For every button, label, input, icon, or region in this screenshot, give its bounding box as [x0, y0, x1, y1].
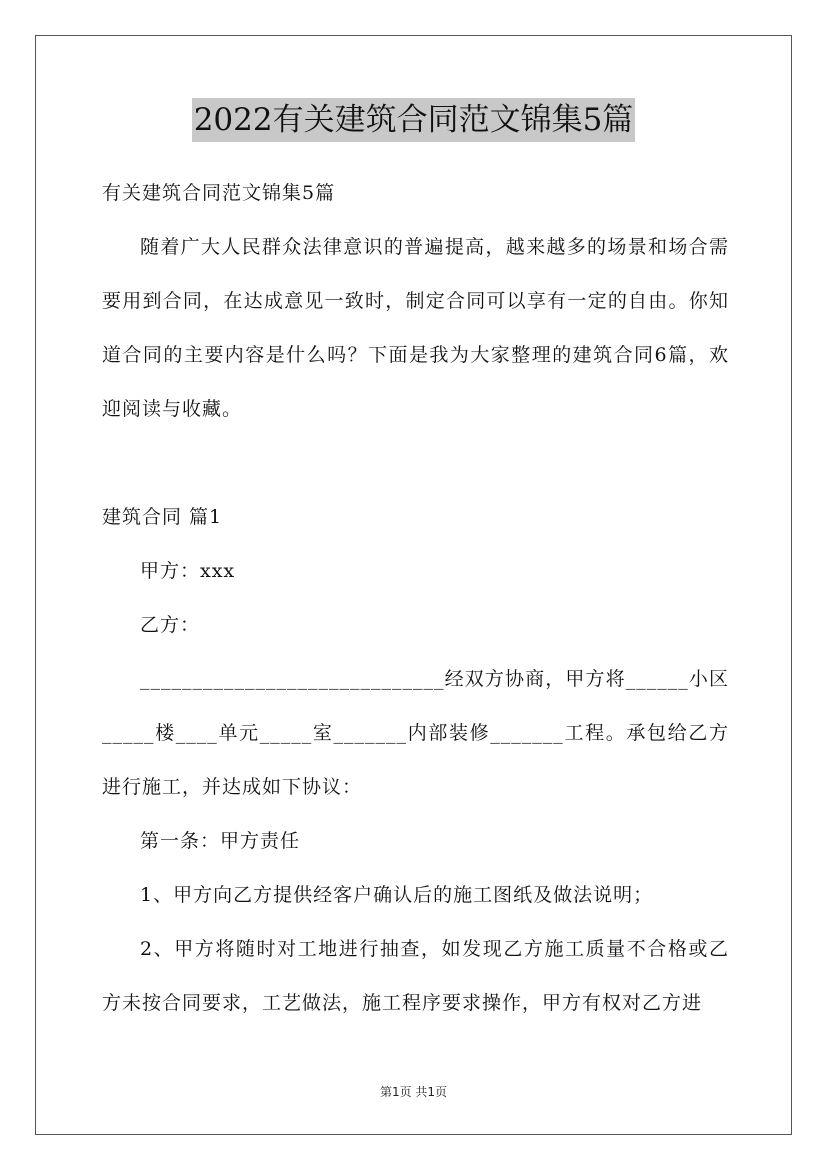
paragraph-gap [102, 436, 729, 490]
party-a: 甲方：xxx [140, 560, 236, 582]
page-footer: 第1页 共1页 [379, 1085, 448, 1099]
title-wrapper [0, 98, 827, 142]
article-item-1: 1、甲方向乙方提供经客户确认后的施工图纸及做法说明； [140, 884, 654, 906]
document-title: 2022有关建筑合同范文锦集5篇 [192, 98, 636, 142]
document-body [102, 166, 729, 1030]
article-item-2: 2、甲方将随时对工地进行抽查，如发现乙方施工质量不合格或乙方未按合同要求，工艺做法，施工程序要求操作，甲方有权对乙方进 [102, 938, 729, 1014]
document-subtitle: 有关建筑合同范文锦集5篇 [102, 182, 336, 204]
intro-paragraph: 随着广大人民群众法律意识的普遍提高，越来越多的场景和场合需要用到合同，在达成意见一致时，制定合同可以享有一定的自由。你知道合同的主要内容是什么吗？下面是我为大家整理的建筑合同6篇，欢迎阅读与收藏。 [102, 236, 729, 420]
party-b: 乙方： [140, 614, 201, 636]
article-heading: 第一条：甲方责任 [140, 830, 301, 852]
agreement-paragraph: _____________________________经双方协商，甲方将______小区_____楼____单元_____室_______内部装修_______工程。承包给乙方进行施工，并达成如下协议： [102, 668, 729, 798]
section-heading: 建筑合同 篇1 [102, 506, 223, 528]
